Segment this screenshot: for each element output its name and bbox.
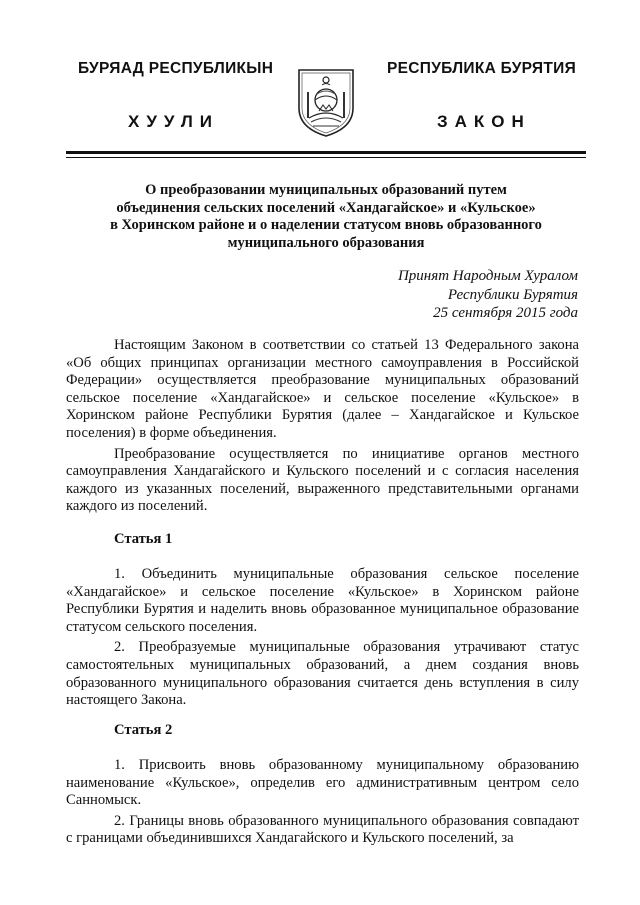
preamble-paragraph: Преобразование осуществляется по инициативе органов местного самоуправления Хандагайского и Кульского поселений и с согласия населения каждого из указанных поселений, выраженного представительными органами каждого из поселений. [66,445,579,515]
article-2-body [66,757,579,848]
article-1-body [66,566,579,710]
header-divider-thin [66,157,586,158]
adoption-date: 25 сентября 2015 года [433,305,578,321]
law-title-line: муниципального образования [227,234,425,251]
law-title-line: О преобразовании муниципальных образований путем [145,182,507,198]
article-2-paragraph: 2. Границы вновь образованного муниципального образования совпадают с границами объединившихся Хандагайского и Кульского поселений, за [66,812,579,847]
preamble-paragraph: Настоящим Законом в соответствии со статьей 13 Федерального закона «Об общих принципах организации местного самоуправления в Российской Федерации» осуществляется преобразование муниципальных образований сельское поселение «Хандагайское» и сельское поселение «Кульское» в Хоринском районе Республики Бурятия (далее – Хандагайское и Кульское поселения) в форме объединения. [66,337,579,441]
article-1-paragraph: 2. Преобразуемые муниципальные образования утрачивают статус самостоятельных муниципальных образований, а днем создания вновь образованного муниципального образования считается день вступления в силу настоящего Закона. [66,639,579,709]
header-republic-buryat-name: БУРЯАД РЕСПУБЛИКЫН [78,60,274,77]
article-1-paragraph: 1. Объединить муниципальные образования сельское поселение «Хандагайское» и сельское поселение «Кульское» в Хоринском районе Республики Бурятия и наделить вновь образованное муниципальное образование статусом сельского поселения. [66,566,579,635]
adoption-note-line: Принят Народным Хуралом [397,268,578,284]
law-title [66,182,586,252]
adoption-note [398,267,578,323]
header-law-russian: ЗАКОН [437,112,531,131]
adoption-note-line: Республики Бурятия [447,286,578,303]
header-divider-thick [66,151,586,154]
article-1-heading: Статья 1 [114,531,173,547]
preamble [66,337,579,516]
header-law-buryat: ХУУЛИ [128,112,219,131]
coat-of-arms-icon [295,64,357,138]
article-2-heading: Статья 2 [114,722,173,738]
article-2-paragraph: 1. Присвоить вновь образованному муниципальному образованию наименование «Кульское», определив его административным центром село Санномыск. [66,757,579,809]
law-title-line: в Хоринском районе и о наделении статусом вновь образованного [110,217,542,233]
header-republic-russian-name: РЕСПУБЛИКА БУРЯТИЯ [387,60,577,77]
law-title-line: объединения сельских поселений «Хандагайское» и «Кульское» [116,199,536,216]
